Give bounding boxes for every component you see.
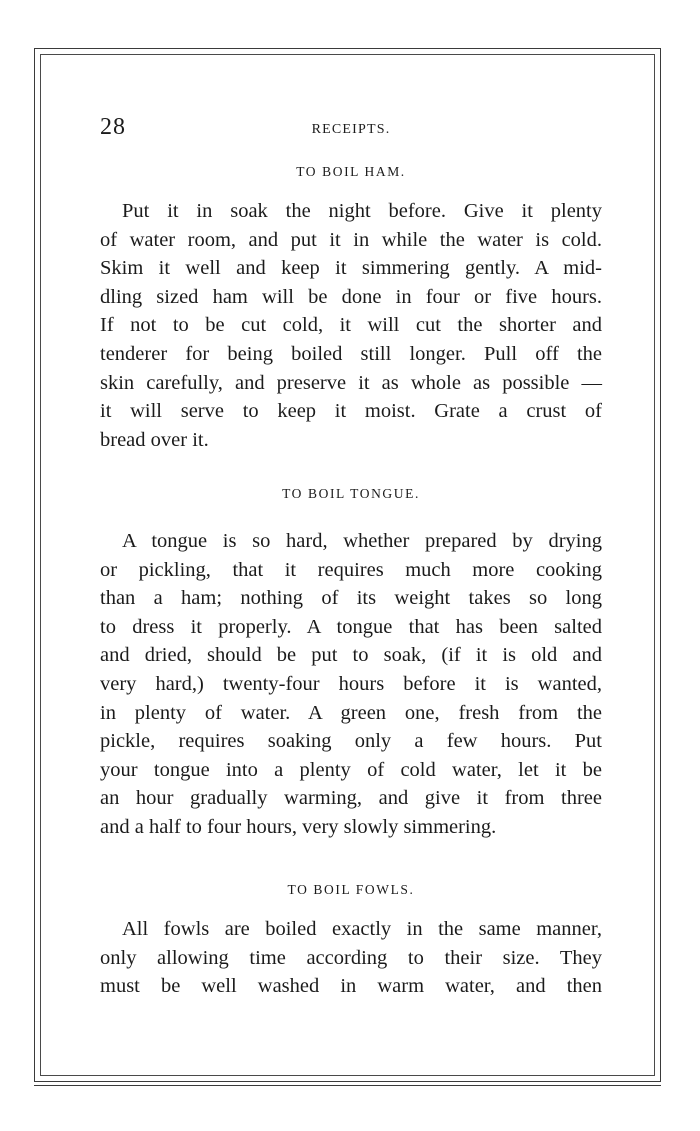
text-line: skin carefully, and preserve it as whole as possible — — [100, 371, 602, 394]
text-line: or pickling, that it requires much more cooking — [100, 558, 602, 581]
section-body-ham — [100, 197, 602, 454]
bottom-rule — [34, 1085, 661, 1086]
section-heading-fowls: TO BOIL FOWLS. — [287, 882, 415, 897]
section-heading-ham: TO BOIL HAM. — [296, 164, 406, 179]
text-line: in plenty of water. A green one, fresh from the — [100, 701, 602, 724]
text-line: A tongue is so hard, whether prepared by drying — [122, 530, 602, 552]
text-line: very hard,) twenty-four hours before it is wanted, — [100, 672, 602, 695]
text-line: If not to be cut cold, it will cut the shorter and — [100, 314, 602, 337]
text-line: Put it in soak the night before. Give it plenty — [122, 200, 602, 222]
text-line: pickle, requires soaking only a few hours. Put — [100, 730, 602, 753]
section-heading-tongue: TO BOIL TONGUE. — [282, 486, 420, 501]
text-line: bread over it. — [100, 428, 209, 451]
text-line: of water room, and put it in while the water is cold. — [100, 228, 602, 251]
text-line: your tongue into a plenty of cold water, let it be — [100, 758, 602, 781]
text-line: only allowing time according to their size. They — [100, 946, 602, 969]
text-line: dling sized ham will be done in four or five hours. — [100, 285, 602, 308]
running-head: RECEIPTS. — [311, 122, 391, 137]
page-header — [100, 114, 602, 148]
text-line: and dried, should be put to soak, (if it is old and — [100, 644, 602, 667]
text-line: tenderer for being boiled still longer. Pull off the — [100, 342, 602, 365]
text-line: it will serve to keep it moist. Grate a crust of — [100, 400, 602, 423]
text-line: an hour gradually warming, and give it from three — [100, 787, 602, 810]
page-number: 28 — [100, 114, 126, 140]
text-line: All fowls are boiled exactly in the same manner, — [122, 918, 602, 940]
section-body-tongue — [100, 527, 602, 842]
text-line: Skim it well and keep it simmering gently. A mid- — [100, 257, 602, 280]
text-line: must be well washed in warm water, and then — [100, 975, 602, 998]
text-line: and a half to four hours, very slowly simmering. — [100, 815, 497, 838]
text-line: to dress it properly. A tongue that has been salted — [100, 615, 602, 638]
text-line: than a ham; nothing of its weight takes so long — [100, 587, 602, 610]
section-body-fowls — [100, 915, 602, 1001]
